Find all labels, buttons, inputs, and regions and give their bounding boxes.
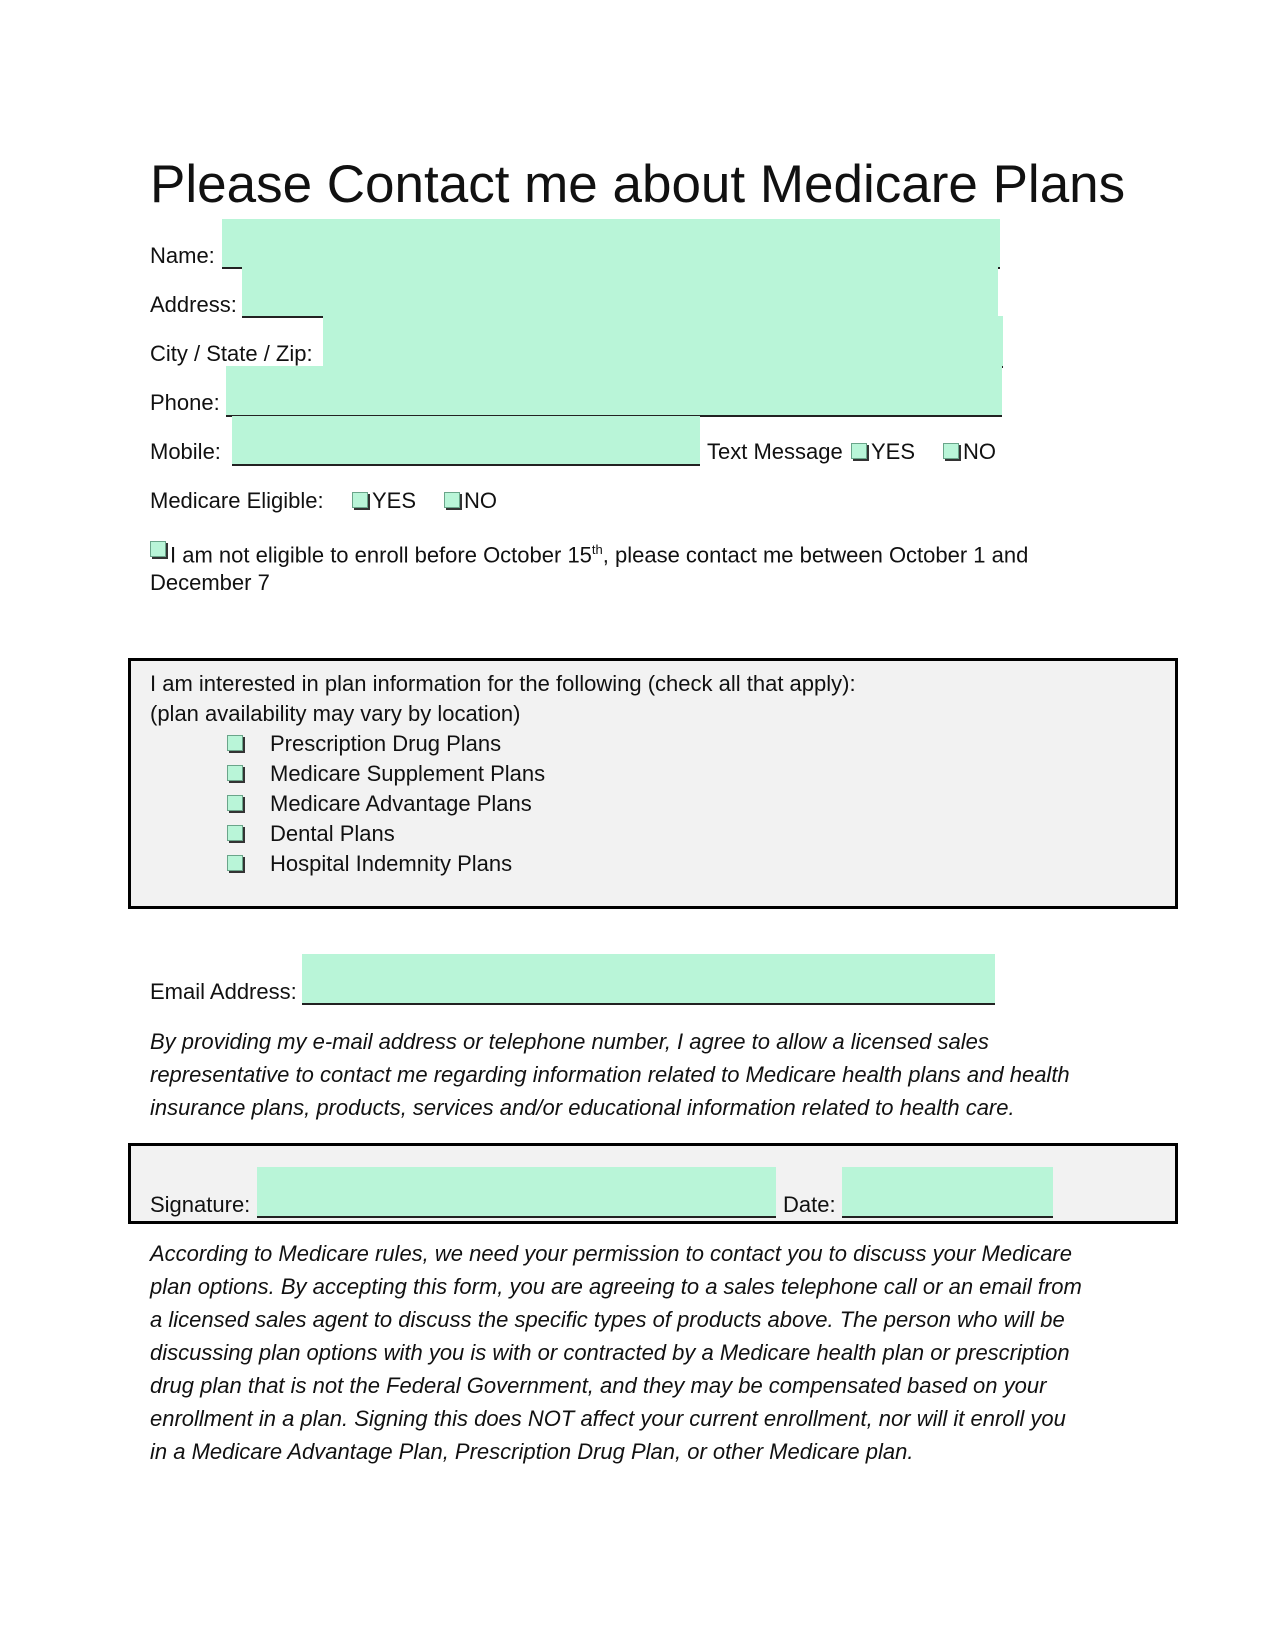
disclaimer-line: According to Medicare rules, we need your permission to contact you to discuss your Medicare <box>150 1241 1072 1266</box>
mobile-label: Mobile: <box>150 439 221 464</box>
disclaimer-line: plan options. By accepting this form, you are agreeing to a sales telephone call or an email from <box>150 1274 1082 1299</box>
email-consent-text <box>150 1025 1150 1124</box>
address-label: Address: <box>150 292 237 317</box>
disclaimer-line: drug plan that is not the Federal Government, and they may be compensated based on your <box>150 1373 1047 1398</box>
plan-availability-note: (plan availability may vary by location) <box>150 701 521 726</box>
text-message-no-checkbox[interactable] <box>943 443 959 459</box>
medicare-eligible-yes-checkbox[interactable] <box>352 492 368 508</box>
phone-label: Phone: <box>150 390 220 415</box>
city-state-zip-field[interactable] <box>323 316 1003 368</box>
not-eligible-text-part1: I am not eligible to enroll before October 15 <box>170 542 592 568</box>
text-message-no-label: NO <box>963 439 996 464</box>
city-state-zip-label: City / State / Zip: <box>150 341 313 366</box>
dental-plans-checkbox[interactable] <box>227 825 243 841</box>
signature-label: Signature: <box>150 1192 251 1217</box>
medicare-eligible-yes-label: YES <box>372 488 417 513</box>
email-consent-line: insurance plans, products, services and/or educational information related to health care. <box>150 1095 1015 1120</box>
medicare-advantage-plans-checkbox[interactable] <box>227 795 243 811</box>
address-field[interactable] <box>242 266 998 318</box>
disclaimer-line: enrollment in a plan. Signing this does NOT affect your current enrollment, nor will it enroll you <box>150 1406 1066 1431</box>
not-eligible-checkbox[interactable] <box>150 541 166 557</box>
not-eligible-text-part2: , please contact me between October 1 and <box>602 542 1029 568</box>
ordinal-suffix: th <box>591 542 603 557</box>
signature-field[interactable] <box>257 1167 776 1218</box>
hospital-indemnity-plans-label: Hospital Indemnity Plans <box>270 851 513 876</box>
disclaimer-line: discussing plan options with you is with or contracted by a Medicare health plan or prescription <box>150 1340 1070 1365</box>
date-label: Date: <box>783 1192 836 1217</box>
text-message-label: Text Message <box>707 439 843 464</box>
hospital-indemnity-plans-checkbox[interactable] <box>227 855 243 871</box>
phone-field[interactable] <box>226 366 1002 417</box>
not-eligible-text-line2: December 7 <box>150 570 270 595</box>
email-field[interactable] <box>302 954 995 1005</box>
prescription-drug-plans-label: Prescription Drug Plans <box>270 731 502 756</box>
name-label: Name: <box>150 243 215 268</box>
medicare-advantage-plans-label: Medicare Advantage Plans <box>270 791 532 816</box>
email-label: Email Address: <box>150 979 297 1004</box>
mobile-field[interactable] <box>232 416 700 466</box>
email-consent-line: By providing my e-mail address or telephone number, I agree to allow a licensed sales <box>150 1029 989 1054</box>
medicare-supplement-plans-label: Medicare Supplement Plans <box>270 761 546 786</box>
disclaimer-line: in a Medicare Advantage Plan, Prescription Drug Plan, or other Medicare plan. <box>150 1439 914 1464</box>
medicare-supplement-plans-checkbox[interactable] <box>227 765 243 781</box>
not-eligible-text <box>170 537 1028 568</box>
plan-interest-heading: I am interested in plan information for the following (check all that apply): <box>150 671 856 696</box>
medicare-eligible-label: Medicare Eligible: <box>150 488 324 513</box>
page-title: Please Contact me about Medicare Plans <box>150 155 1126 214</box>
text-message-yes-checkbox[interactable] <box>851 443 867 459</box>
medicare-disclaimer <box>150 1237 1150 1468</box>
disclaimer-line: a licensed sales agent to discuss the specific types of products above. The person who will be <box>150 1307 1065 1332</box>
medicare-eligible-no-checkbox[interactable] <box>444 492 460 508</box>
dental-plans-label: Dental Plans <box>270 821 395 846</box>
prescription-drug-plans-checkbox[interactable] <box>227 735 243 751</box>
email-consent-line: representative to contact me regarding information related to Medicare health plans and health <box>150 1062 1070 1087</box>
text-message-yes-label: YES <box>871 439 916 464</box>
name-field[interactable] <box>222 219 1000 269</box>
medicare-eligible-no-label: NO <box>464 488 497 513</box>
date-field[interactable] <box>842 1167 1053 1218</box>
